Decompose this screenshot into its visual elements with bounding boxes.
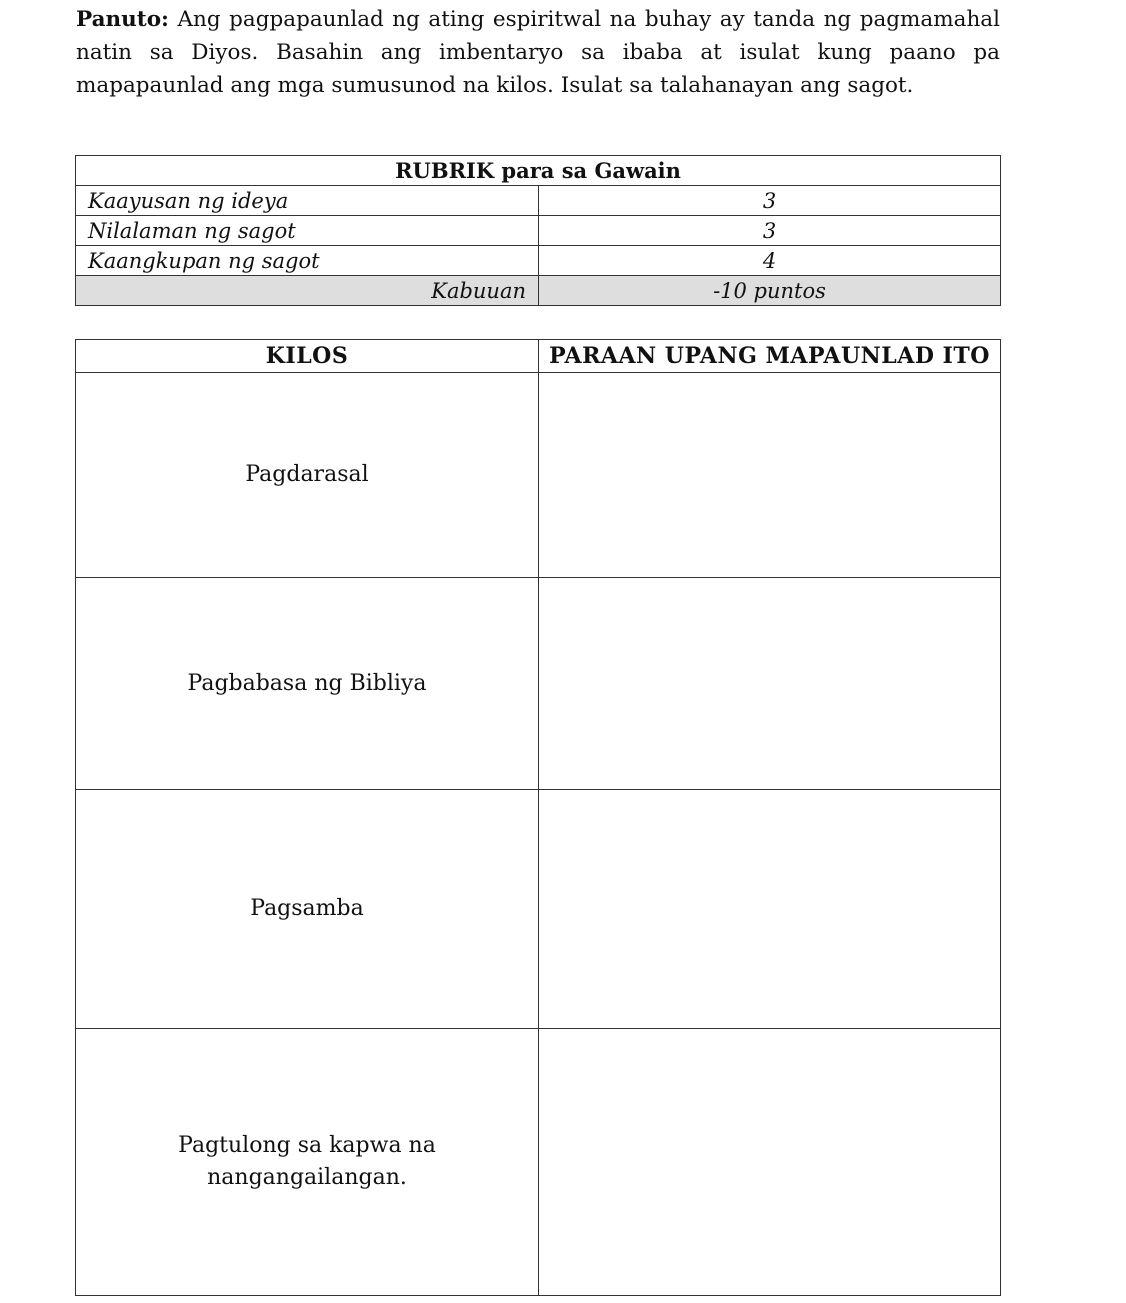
rubric-criterion: Kaayusan ng ideya (76, 186, 539, 216)
activity-row (76, 1029, 1001, 1296)
kilos-cell (76, 373, 539, 578)
activity-header-row (76, 340, 1001, 373)
rubric-row (76, 246, 1001, 276)
answer-cell[interactable] (539, 578, 1001, 790)
kilos-label: Pagsamba (250, 896, 364, 921)
answer-cell[interactable] (539, 790, 1001, 1029)
rubric-table (75, 155, 1001, 306)
header-paraan: PARAAN UPANG MAPAUNLAD ITO (539, 340, 1001, 373)
instructions-label: Panuto: (76, 7, 169, 32)
rubric-row (76, 216, 1001, 246)
rubric-score: 4 (539, 246, 1001, 276)
rubric-total-value: -10 puntos (539, 276, 1001, 306)
rubric-total-row (76, 276, 1001, 306)
activity-row (76, 373, 1001, 578)
kilos-label: Pagtulong sa kapwa na nangangailangan. (178, 1133, 436, 1190)
activity-row (76, 578, 1001, 790)
rubric-score: 3 (539, 186, 1001, 216)
rubric-criterion: Nilalaman ng sagot (76, 216, 539, 246)
kilos-cell (76, 790, 539, 1029)
rubric-title-row (76, 156, 1001, 186)
instructions (76, 3, 1000, 102)
rubric-total-label: Kabuuan (76, 276, 539, 306)
rubric-criterion: Kaangkupan ng sagot (76, 246, 539, 276)
kilos-label: Pagbabasa ng Bibliya (187, 670, 427, 696)
activity-table (75, 339, 1001, 1296)
rubric-score: 3 (539, 216, 1001, 246)
activity-row (76, 790, 1001, 1029)
answer-cell[interactable] (539, 1029, 1001, 1296)
kilos-cell (76, 578, 539, 790)
instructions-text: Ang pagpapaunlad ng ating espiritwal na buhay ay tanda ng pagmamahal natin sa Diyos. Basahin ang imbentaryo sa ibaba at isulat kung paano pa mapapaunlad ang mga sumusunod na kilos. Isulat sa talahanayan ang sagot. (76, 7, 1000, 98)
kilos-label: Pagdarasal (245, 462, 369, 487)
kilos-cell (76, 1029, 539, 1296)
header-kilos: KILOS (76, 340, 539, 373)
rubric-title: RUBRIK para sa Gawain (76, 156, 1001, 186)
answer-cell[interactable] (539, 373, 1001, 578)
rubric-row (76, 186, 1001, 216)
